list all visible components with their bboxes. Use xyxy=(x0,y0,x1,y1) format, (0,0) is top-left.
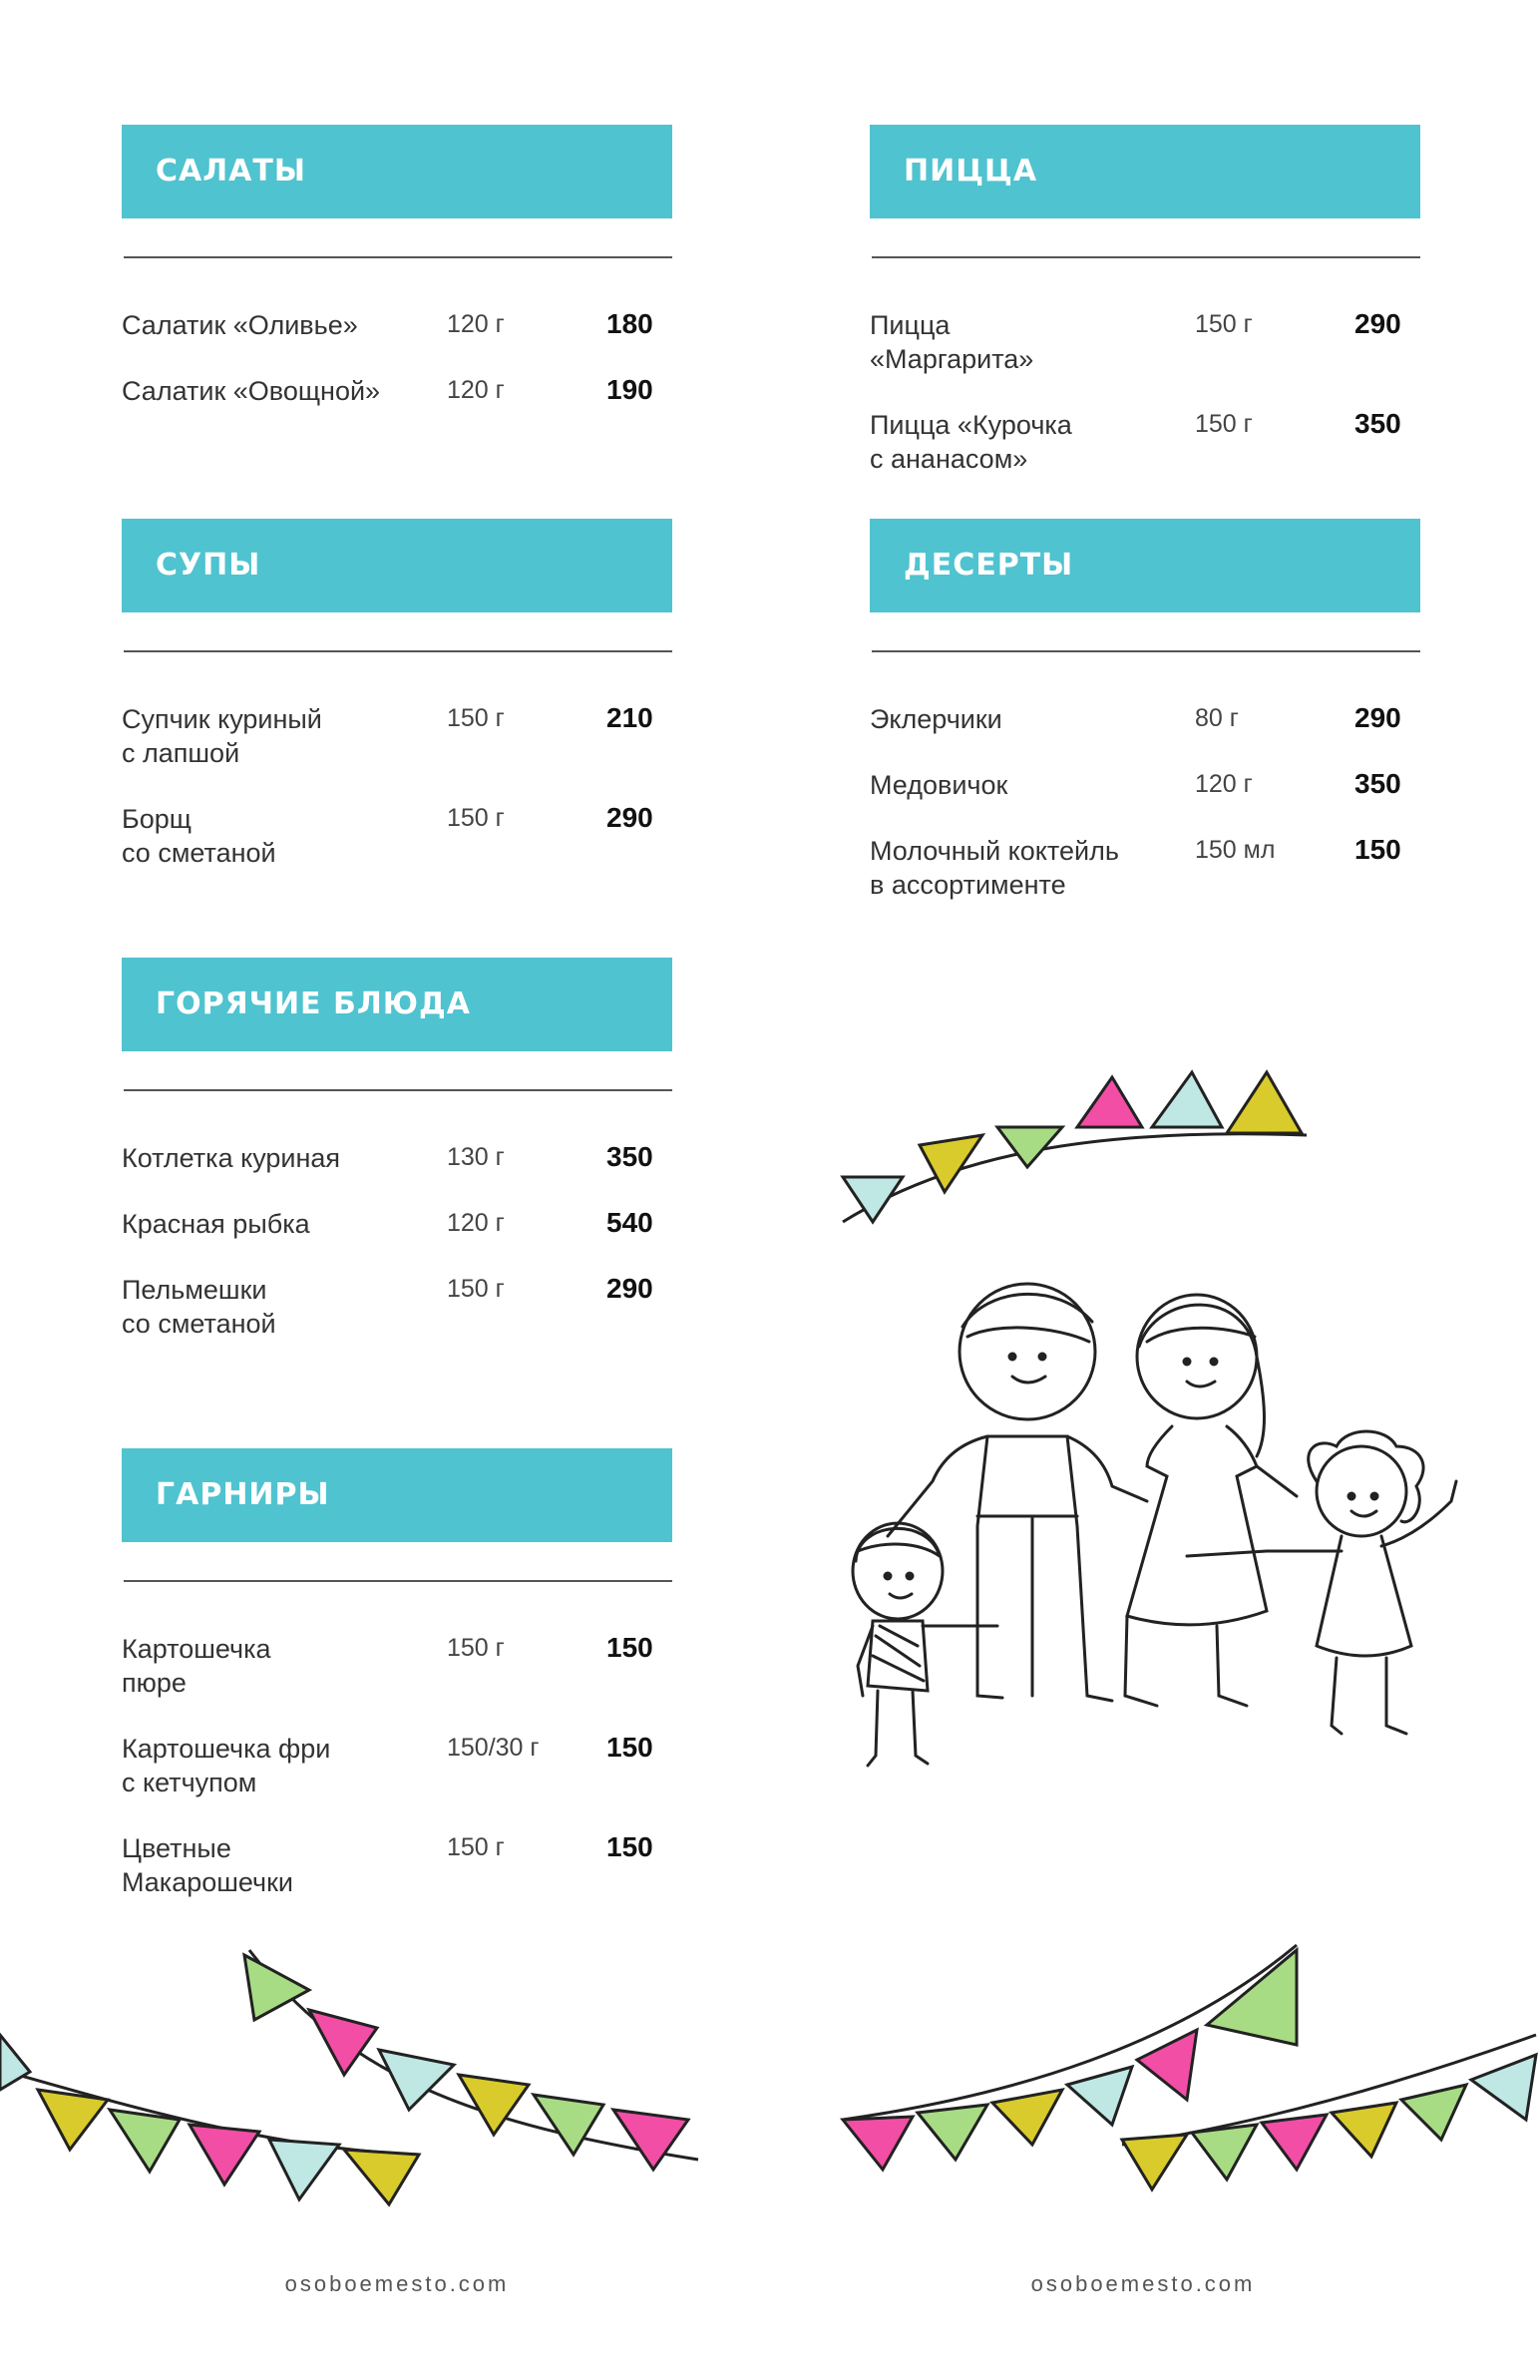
menu-items xyxy=(122,702,672,870)
dish-name: Медовичок xyxy=(870,770,1008,800)
flag xyxy=(918,2105,987,2160)
dish-name: Борщ со сметаной xyxy=(122,804,276,868)
dish-price: 210 xyxy=(606,702,653,733)
flag xyxy=(1067,2067,1132,2125)
dish-weight: 150 г xyxy=(1195,310,1253,338)
flag xyxy=(992,2090,1062,2145)
dish-price: 290 xyxy=(1354,702,1401,733)
dish-weight: 120 г xyxy=(447,1209,505,1237)
dish-price: 190 xyxy=(606,374,653,405)
divider xyxy=(124,650,672,652)
dish-weight: 150 г xyxy=(447,804,505,832)
section-title: ДЕСЕРТЫ xyxy=(870,519,1420,612)
flag xyxy=(1152,1072,1222,1127)
flag xyxy=(190,2125,259,2184)
flag xyxy=(379,2050,454,2110)
menu-item xyxy=(870,768,1420,802)
flag xyxy=(1227,1072,1302,1133)
section-title: ГАРНИРЫ xyxy=(122,1448,672,1542)
flag xyxy=(244,1955,309,2020)
dish-price: 350 xyxy=(1354,768,1401,799)
section-hot-dishes xyxy=(122,958,672,1373)
menu-item xyxy=(122,308,672,342)
dish-price: 290 xyxy=(606,802,653,833)
dish-weight: 150 г xyxy=(447,1275,505,1303)
dish-weight: 80 г xyxy=(1195,704,1239,732)
dish-weight: 150 г xyxy=(447,704,505,732)
flag xyxy=(1192,2125,1257,2180)
section-title: ПИЦЦА xyxy=(870,125,1420,218)
section-sides xyxy=(122,1448,672,1931)
dish-name: Салатик «Овощной» xyxy=(122,376,381,406)
bunting-top-right xyxy=(828,1027,1327,1227)
dish-price: 150 xyxy=(606,1732,653,1763)
dish-name: Эклерчики xyxy=(870,704,1002,734)
flag xyxy=(1401,2085,1466,2140)
menu-item xyxy=(122,1732,672,1799)
menu-items xyxy=(870,702,1420,902)
flag xyxy=(110,2110,180,2172)
flag xyxy=(1137,2030,1197,2100)
dish-weight: 130 г xyxy=(447,1143,505,1171)
dish-name: Картошечка пюре xyxy=(122,1634,271,1698)
menu-item xyxy=(122,374,672,408)
flag xyxy=(920,1135,982,1192)
flag xyxy=(1262,2115,1327,2170)
menu-item xyxy=(122,802,672,870)
dish-price: 540 xyxy=(606,1207,653,1238)
flag xyxy=(309,2010,377,2075)
dish-weight: 120 г xyxy=(447,310,505,338)
section-salads xyxy=(122,125,672,440)
dish-price: 180 xyxy=(606,308,653,339)
flag xyxy=(269,2140,339,2199)
dish-name: Молочный коктейль в ассортименте xyxy=(870,836,1119,900)
bunting-bottom-right xyxy=(838,1935,1540,2194)
divider xyxy=(872,650,1420,652)
menu-items xyxy=(122,1141,672,1341)
section-title: СУПЫ xyxy=(122,519,672,612)
dish-price: 350 xyxy=(606,1141,653,1172)
dish-weight: 150 г xyxy=(447,1833,505,1861)
dish-name: Котлетка куриная xyxy=(122,1143,341,1173)
menu-item xyxy=(122,1207,672,1241)
flag xyxy=(344,2150,419,2204)
menu-item xyxy=(870,408,1420,476)
menu-items xyxy=(122,1632,672,1899)
flag xyxy=(459,2075,529,2135)
dish-weight: 150 мл xyxy=(1195,836,1276,864)
dish-price: 290 xyxy=(1354,308,1401,339)
dish-price: 150 xyxy=(606,1831,653,1862)
dish-name: Супчик куриный с лапшой xyxy=(122,704,322,768)
footer-website-right: osoboemesto.com xyxy=(1030,2271,1256,2296)
menu-item xyxy=(870,834,1420,902)
menu-item xyxy=(122,1141,672,1175)
flag xyxy=(1332,2103,1396,2157)
bunting-bottom-left xyxy=(0,1950,718,2209)
family-drawing xyxy=(828,1267,1486,1825)
divider xyxy=(872,256,1420,258)
dish-name: Пельмешки со сметаной xyxy=(122,1275,276,1339)
divider xyxy=(124,1089,672,1091)
dish-name: Салатик «Оливье» xyxy=(122,310,358,340)
menu-items xyxy=(122,308,672,408)
flag xyxy=(1122,2135,1187,2189)
dish-name: Цветные Макарошечки xyxy=(122,1833,294,1897)
dish-name: Пицца «Курочка с ананасом» xyxy=(870,410,1072,474)
section-title: ГОРЯЧИЕ БЛЮДА xyxy=(122,958,672,1051)
flag xyxy=(1471,2055,1536,2120)
flag xyxy=(613,2110,688,2170)
menu-items xyxy=(870,308,1420,476)
flag xyxy=(534,2095,603,2155)
flag xyxy=(843,2117,913,2170)
flag xyxy=(38,2090,108,2150)
dish-weight: 150 г xyxy=(1195,410,1253,438)
dish-weight: 120 г xyxy=(447,376,505,404)
dish-name: Красная рыбка xyxy=(122,1209,310,1239)
dish-weight: 120 г xyxy=(1195,770,1253,798)
dish-price: 150 xyxy=(606,1632,653,1663)
menu-item xyxy=(122,1632,672,1700)
section-pizza xyxy=(870,125,1420,508)
section-desserts xyxy=(870,519,1420,934)
section-title: САЛАТЫ xyxy=(122,125,672,218)
dish-weight: 150 г xyxy=(447,1634,505,1662)
menu-item xyxy=(870,702,1420,736)
dish-weight: 150/30 г xyxy=(447,1734,540,1762)
divider xyxy=(124,1580,672,1582)
dish-name: Картошечка фри с кетчупом xyxy=(122,1734,331,1797)
dish-price: 290 xyxy=(606,1273,653,1304)
menu-item xyxy=(122,1831,672,1899)
menu-item xyxy=(870,308,1420,376)
divider xyxy=(124,256,672,258)
dish-price: 150 xyxy=(1354,834,1401,865)
menu-item xyxy=(122,1273,672,1341)
flag xyxy=(1077,1077,1142,1127)
dish-name: Пицца «Маргарита» xyxy=(870,310,1034,374)
dish-price: 350 xyxy=(1354,408,1401,439)
section-soups xyxy=(122,519,672,902)
flag xyxy=(0,2035,30,2090)
footer-website-left: osoboemesto.com xyxy=(284,2271,510,2296)
menu-item xyxy=(122,702,672,770)
